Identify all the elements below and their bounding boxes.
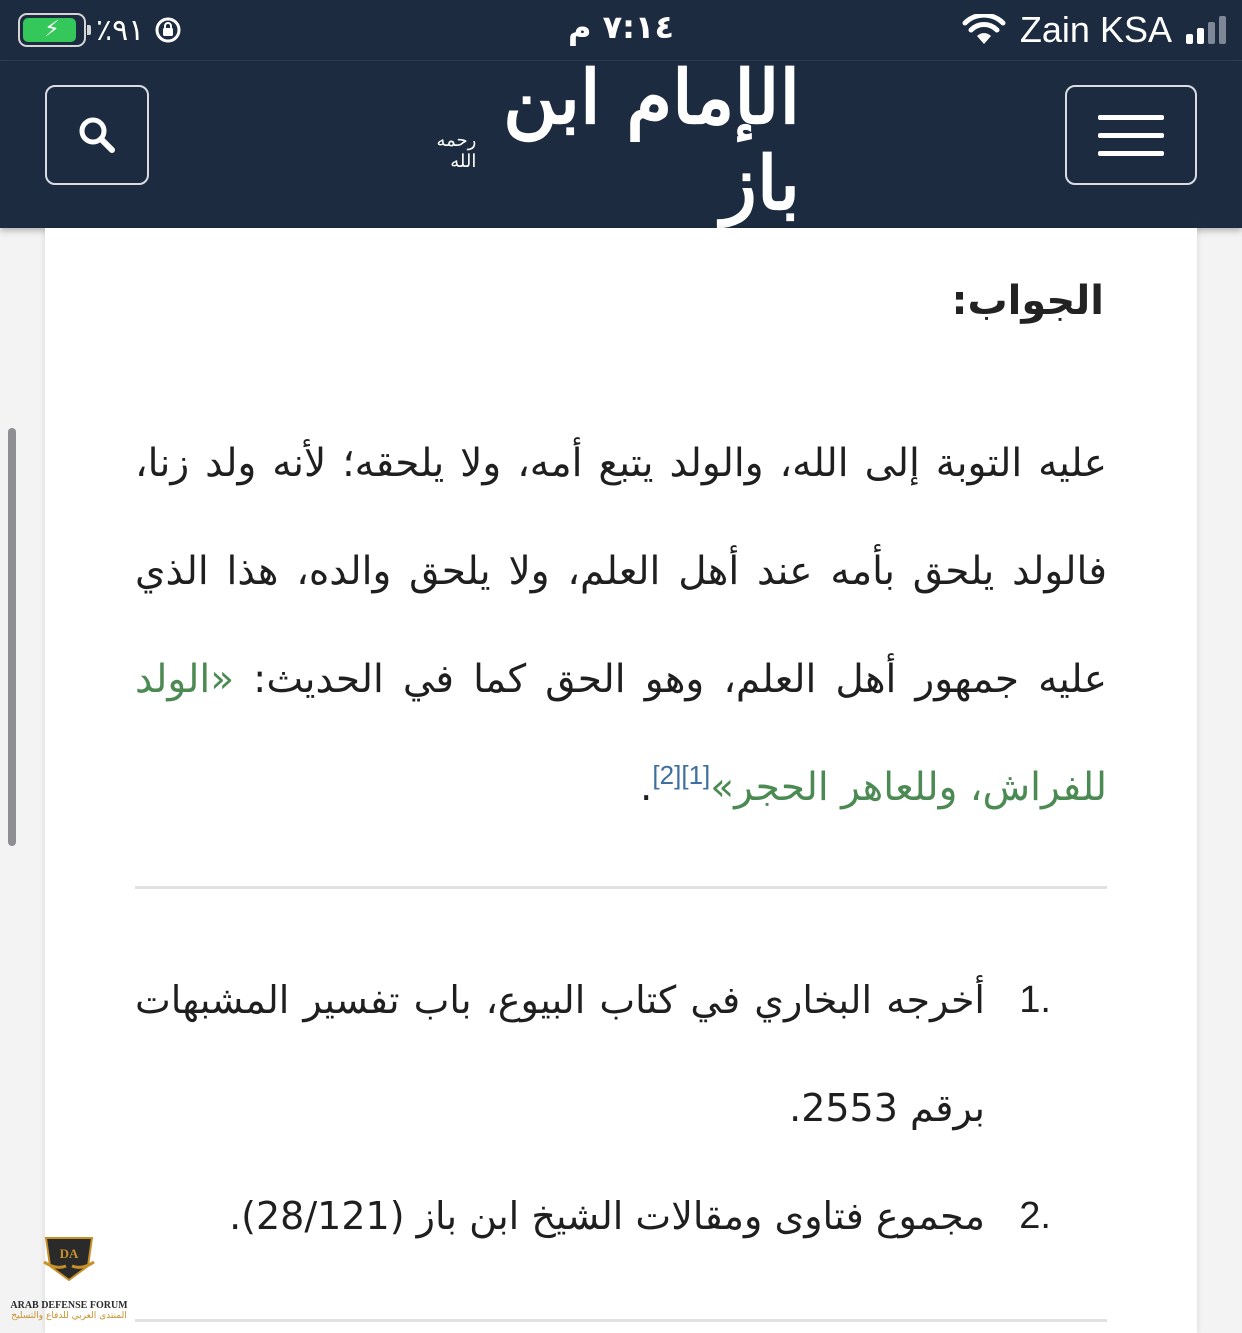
page-scrollbar[interactable] [8, 428, 16, 846]
watermark-abbr: DA [59, 1246, 79, 1261]
site-logo[interactable] [420, 55, 800, 227]
footnote-number: 2. [1019, 1195, 1051, 1237]
status-time: ٧:١٤ م [568, 8, 674, 46]
menu-button[interactable] [1065, 85, 1197, 185]
status-right [962, 10, 1226, 50]
footnote-number: 1. [1019, 979, 1051, 1021]
logo-subtext: رحمه الله [436, 130, 477, 172]
shield-logo-icon [42, 1236, 96, 1282]
status-bar [0, 0, 1242, 61]
article-card [45, 228, 1197, 1333]
site-header [0, 55, 1242, 228]
footnote-text: مجموع فتاوى ومقالات الشيخ ابن باز (28/121). [229, 1194, 985, 1238]
answer-paragraph [135, 410, 1107, 845]
end-punctuation: . [639, 765, 653, 810]
battery-percent: ٪٩١ [96, 12, 145, 48]
logo-text: الإمام ابن باز [503, 55, 800, 227]
watermark-subtitle: المنتدى العربي للدفاع والتسليح [11, 1311, 127, 1321]
footnote-item [135, 1162, 1107, 1270]
answer-text: عليه التوبة إلى الله، والولد يتبع أمه، ولا يلحقه؛ لأنه ولد زنا، فالولد يلحق بأمه عند أهل العلم، ولا يلحق والده، هذا الذي عليه جمهور أهل العلم، وهو الحق كما في الحديث: [135, 441, 1107, 702]
hamburger-menu-icon [1098, 115, 1164, 120]
bottom-divider [135, 1319, 1107, 1322]
signal-icon [1186, 16, 1226, 44]
footnote-text: أخرجه البخاري في كتاب البيوع، باب تفسير المشبهات برقم 2553. [135, 978, 985, 1130]
watermark-title: ARAB DEFENSE FORUM [10, 1300, 128, 1311]
footnote-ref-2[interactable]: [2] [652, 760, 682, 790]
footnotes-divider [135, 886, 1107, 889]
search-icon [77, 115, 117, 155]
forum-watermark [6, 1236, 132, 1332]
battery-charging-icon: ⚡ [18, 13, 86, 47]
footnote-ref-1[interactable]: [1] [681, 760, 711, 790]
footnotes-list [135, 946, 1107, 1270]
search-button[interactable] [45, 85, 149, 185]
wifi-icon [962, 14, 1006, 46]
carrier-name: Zain KSA [1019, 9, 1172, 50]
footnote-item [135, 946, 1107, 1162]
hadith-quote: «الولد للفراش، وللعاهر الحجر» [135, 657, 1107, 810]
answer-heading: الجواب: [951, 278, 1104, 324]
